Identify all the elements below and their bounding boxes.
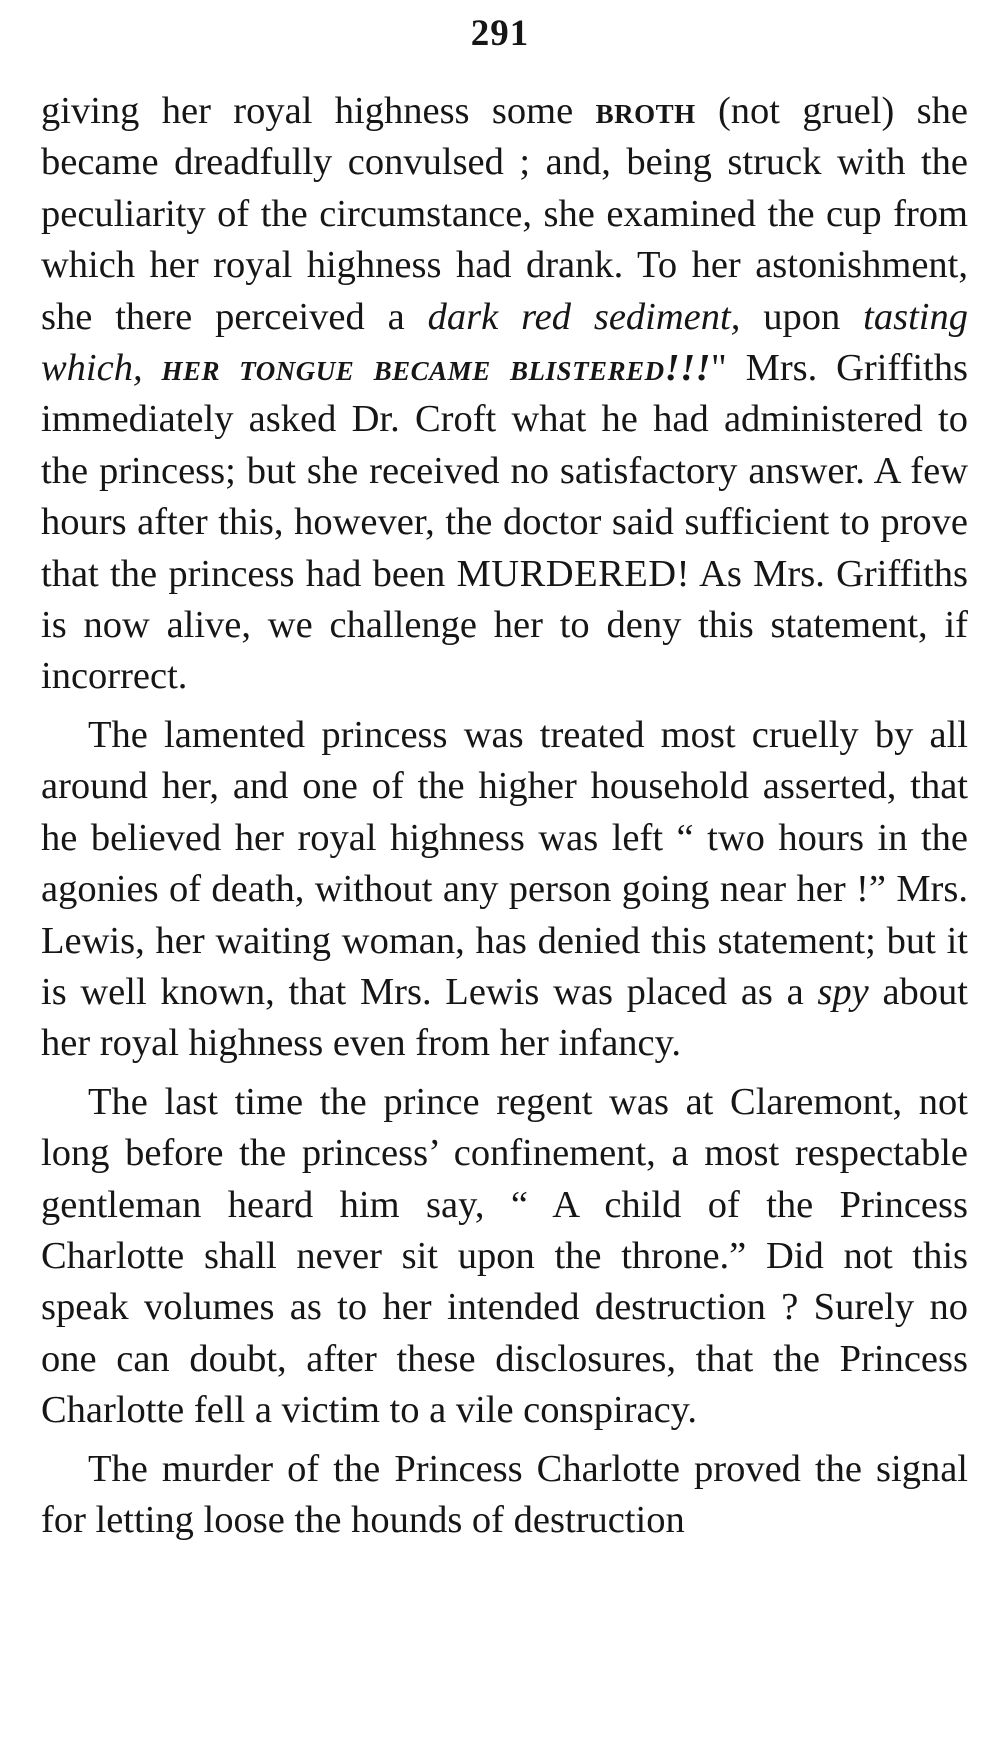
text-run: The lamented princess was treated most cruelly by all around her, and one of the higher household asserted, that he believed her royal highness was left “ two hours in the agonies of death, without any person going near her !” Mrs. Lewis, her waiting woman, has denied this statement; but it is well known, that Mrs. Lewis was placed as a (41, 713, 968, 1013)
italic-smallcaps-text: her tongue became blistered!!! (161, 347, 712, 390)
text-run: As Mrs. Griffiths is now alive, we challenge her to deny this statement, if incorrect. (41, 552, 968, 698)
body-text (41, 86, 968, 1553)
italic-text: spy (817, 970, 869, 1013)
italic-text: tasting which, (41, 295, 968, 390)
paragraph (41, 1444, 968, 1547)
paragraph (41, 1077, 968, 1437)
text-run: (not gruel) she became dreadfully convulsed ; and, being struck with the peculiarity of the circumstance, she examined the cup from which her royal highness had drank. To her astonishment, she there perceived a (41, 90, 968, 338)
italic-text: dark red sediment, (427, 295, 741, 338)
caps-text: MURDERED! (456, 552, 690, 595)
text-run: The last time the prince regent was at Claremont, not long before the princess’ confinement, a most respectable gentleman heard him say, “ A child of the Princess Charlotte shall never sit upon the throne.” Did not this speak volumes as to her intended destruction ? Surely no one can doubt, after these disclosures, that the Princess Charlotte fell a victim to a vile conspiracy. (41, 1080, 968, 1432)
text-run: " Mrs. Griffiths immediately asked Dr. Croft what he had administered to the princess; but she received no satisfactory answer. A few hours after this, however, the doctor said sufficient to prove that the princess had been (41, 347, 968, 595)
text-run: about her royal highness even from her infancy. (41, 970, 968, 1065)
text-run: The murder of the Princess Charlotte proved the signal for letting loose the hounds of destruction (41, 1447, 968, 1541)
page-number: 291 (470, 13, 530, 54)
paragraph (41, 710, 968, 1070)
text-run: upon (740, 295, 864, 338)
smallcaps-text: broth (595, 90, 696, 132)
text-run: giving her royal highness some (41, 90, 596, 132)
paragraph (41, 86, 968, 703)
text-run (143, 347, 162, 389)
